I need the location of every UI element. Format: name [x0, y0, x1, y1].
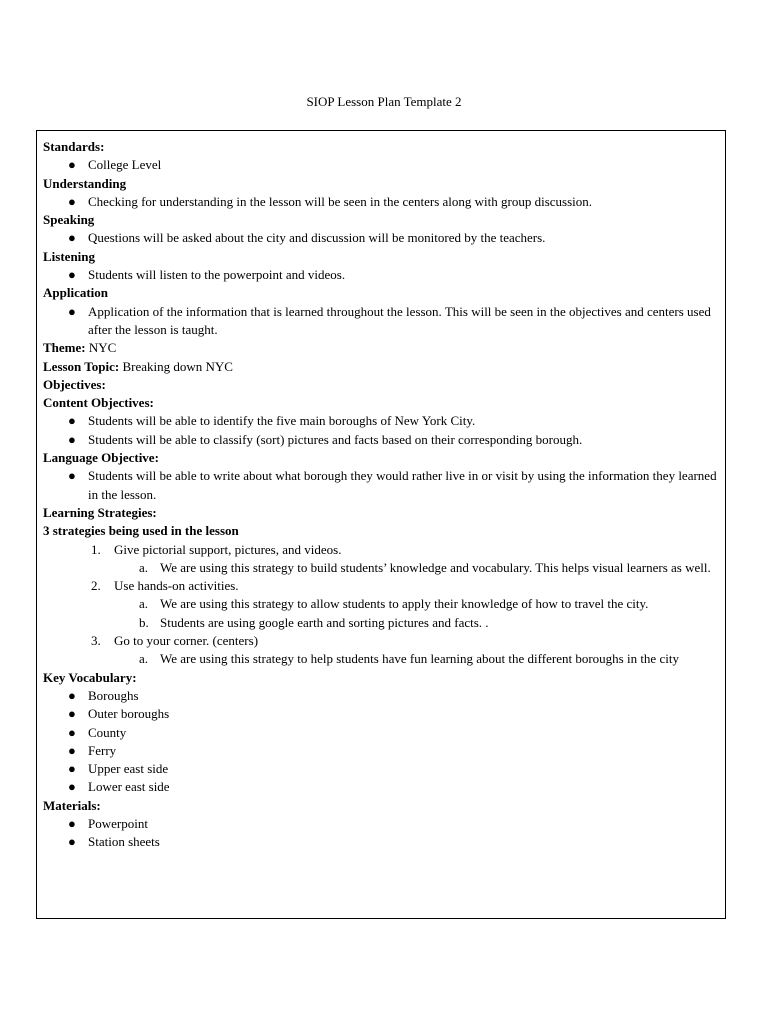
list-item: ● Outer boroughs	[43, 705, 725, 723]
bullet-icon: ●	[68, 779, 76, 795]
listening-list	[43, 266, 725, 284]
bullet-icon: ●	[68, 834, 76, 850]
list-number: 3.	[91, 633, 101, 649]
theme-line	[43, 339, 725, 357]
bullet-icon: ●	[68, 230, 76, 246]
speaking-heading: Speaking	[43, 212, 95, 228]
list-item: ● Boroughs	[43, 687, 725, 705]
materials-heading: Materials:	[43, 797, 101, 813]
bullet-icon: ●	[68, 815, 76, 831]
strategy-subitem: a. We are using this strategy to allow students to apply their knowledge of how to travel the city.	[43, 595, 725, 613]
bullet-icon: ●	[68, 468, 76, 484]
lesson-topic-label: Lesson Topic:	[43, 358, 120, 374]
strategy-item: 1. Give pictorial support, pictures, and videos.	[43, 541, 725, 559]
theme-value: NYC	[85, 340, 117, 356]
understanding-heading: Understanding	[43, 175, 127, 191]
list-letter: a.	[139, 596, 149, 612]
list-letter: a.	[139, 651, 149, 667]
language-objective-list	[43, 467, 725, 504]
key-vocabulary-list	[43, 687, 725, 797]
bullet-icon: ●	[68, 413, 76, 429]
list-item: ● Questions will be asked about the city and discussion will be monitored by the teachers.	[43, 229, 725, 247]
list-item: ● Students will be able to classify (sort) pictures and facts based on their corresponding borough.	[43, 431, 725, 449]
content-objectives-heading: Content Objectives:	[43, 395, 154, 411]
bullet-icon: ●	[68, 303, 76, 319]
strategy-subitem: a. We are using this strategy to help students have fun learning about the different boroughs in the city	[43, 650, 725, 668]
language-objective-heading: Language Objective:	[43, 450, 159, 466]
lesson-plan-box	[36, 130, 726, 919]
lesson-topic-line	[43, 358, 725, 376]
list-letter: a.	[139, 559, 149, 575]
list-item: ● Ferry	[43, 742, 725, 760]
bullet-icon: ●	[68, 267, 76, 283]
strategies-subheading: 3 strategies being used in the lesson	[43, 523, 239, 539]
document-title: SIOP Lesson Plan Template 2	[306, 94, 462, 109]
listening-heading: Listening	[43, 248, 96, 264]
materials-list	[43, 815, 725, 852]
bullet-icon: ●	[68, 193, 76, 209]
bullet-icon: ●	[68, 761, 76, 777]
list-item: ● College Level	[43, 156, 725, 174]
application-heading: Application	[43, 285, 109, 301]
list-number: 2.	[91, 578, 101, 594]
bullet-icon: ●	[68, 431, 76, 447]
list-number: 1.	[91, 541, 101, 557]
bullet-icon: ●	[68, 706, 76, 722]
standards-list	[43, 156, 725, 174]
list-item: ● Upper east side	[43, 760, 725, 778]
theme-label: Theme:	[43, 340, 86, 356]
standards-heading: Standards:	[43, 139, 105, 154]
content-objectives-list	[43, 412, 725, 449]
list-item: ● Powerpoint	[43, 815, 725, 833]
list-item: ● County	[43, 724, 725, 742]
list-item: ● Students will be able to write about what borough they would rather live in or visit by using the information they learned in the lesson.	[68, 468, 717, 502]
list-item: ● Lower east side	[43, 778, 725, 796]
list-item: ● Station sheets	[43, 833, 725, 851]
strategy-subitem: a. We are using this strategy to build students’ knowledge and vocabulary. This helps visual learners as well.	[43, 559, 725, 577]
list-letter: b.	[139, 614, 149, 630]
speaking-list	[43, 229, 725, 247]
bullet-icon: ●	[68, 724, 76, 740]
strategy-subitem: b. Students are using google earth and sorting pictures and facts. .	[43, 614, 725, 632]
list-item: ● Checking for understanding in the lesson will be seen in the centers along with group discussion.	[43, 193, 725, 211]
key-vocabulary-heading: Key Vocabulary:	[43, 669, 137, 685]
application-list	[43, 303, 725, 340]
list-item: ● Students will listen to the powerpoint and videos.	[43, 266, 725, 284]
understanding-list	[43, 193, 725, 211]
lesson-topic-value: Breaking down NYC	[119, 358, 233, 374]
bullet-icon: ●	[68, 742, 76, 758]
learning-strategies-heading: Learning Strategies:	[43, 504, 157, 520]
bullet-icon: ●	[68, 687, 76, 703]
list-item: ● Students will be able to identify the five main boroughs of New York City.	[43, 412, 725, 430]
list-item: ● Application of the information that is learned throughout the lesson. This will be seen in the objectives and centers used after the lesson is taught.	[68, 303, 711, 337]
bullet-icon: ●	[68, 157, 76, 173]
strategy-item: 2. Use hands-on activities.	[43, 577, 725, 595]
objectives-heading: Objectives:	[43, 376, 106, 392]
strategy-item: 3. Go to your corner. (centers)	[43, 632, 725, 650]
